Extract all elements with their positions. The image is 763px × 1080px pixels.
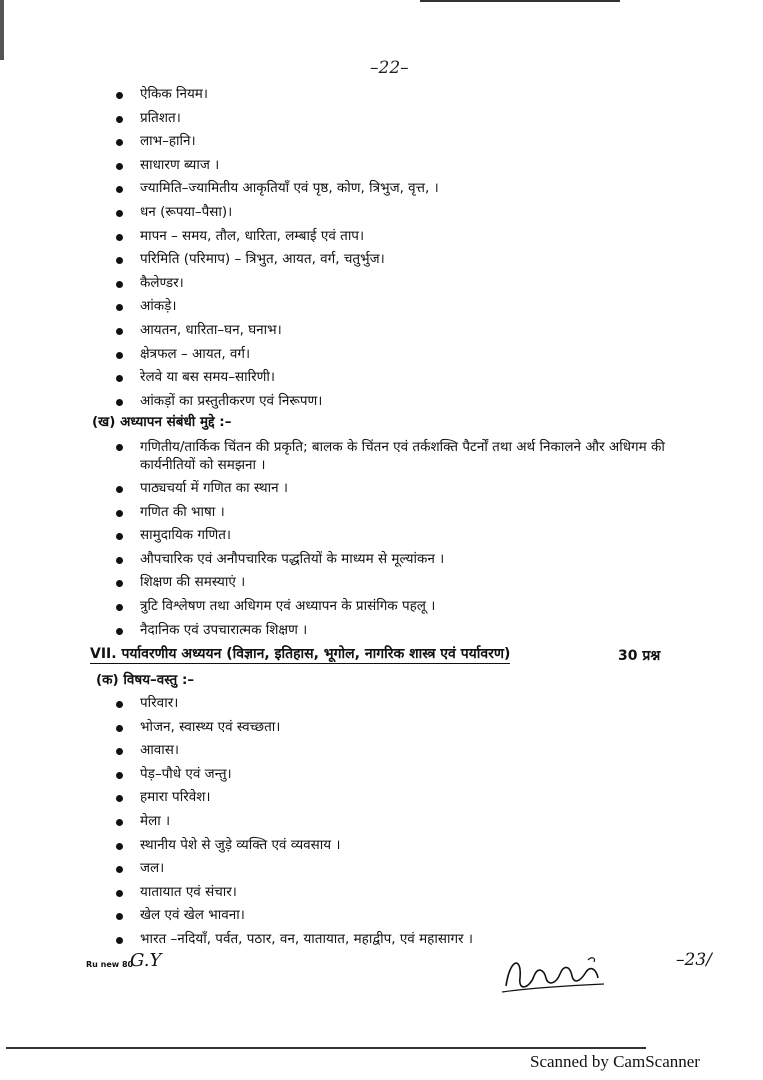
list-item: कैलेण्डर। [114,272,439,296]
list-item: लाभ–हानि। [114,130,439,154]
list-item: भोजन, स्वास्थ्य एवं स्वच्छता। [114,716,473,740]
content-list-b [114,435,694,642]
next-page-mark: –23/ [676,950,712,970]
list-item: गणितीय/तार्किक चिंतन की प्रकृति; बालक के चिंतन एवं तर्कशक्ति पैटर्नों तथा अर्थ निकालने और अधिगम की कार्यनीतियों को समझना । [114,435,694,477]
list-item: भारत –नदियाँ, पर्वत, पठार, वन, यातायात, महाद्वीप, एवं महासागर । [114,928,473,952]
scan-edge-line [420,0,620,2]
content-list-a [114,83,439,413]
scanner-watermark: Scanned by CamScanner [530,1052,700,1071]
list-item: यातायात एवं संचार। [114,881,473,905]
list-item: मापन – समय, तौल, धारिता, लम्बाई एवं ताप। [114,225,439,249]
list-item: औपचारिक एवं अनौपचारिक पद्धतियों के माध्यम से मूल्यांकन । [114,548,694,572]
list-item: ज्यामिति–ज्यामितीय आकृतियाँ एवं पृष्ठ, कोण, त्रिभुज, वृत्त, । [114,177,439,201]
scan-edge-mark [0,0,4,60]
list-item: धन (रूपया–पैसा)। [114,201,439,225]
question-count: 30 प्रश्न [618,648,661,664]
list-item: क्षेत्रफल – आयत, वर्ग। [114,343,439,367]
list-item: रेलवे या बस समय–सारिणी। [114,366,439,390]
list-item: नैदानिक एवं उपचारात्मक शिक्षण । [114,619,694,643]
list-item: आंकड़ों का प्रस्तुतीकरण एवं निरूपण। [114,390,439,414]
list-item: आयतन, धारिता–घन, घनाभ। [114,319,439,343]
footnote-text: Ru new 80 [86,960,134,969]
section-title: VII. पर्यावरणीय अध्ययन (विज्ञान, इतिहास, भूगोल, नागरिक शास्त्र एवं पर्यावरण) [90,646,511,662]
list-item: परिवार। [114,692,473,716]
list-item: हमारा परिवेश। [114,786,473,810]
signature-icon [500,948,610,998]
content-list-c [114,692,473,952]
list-item: आवास। [114,739,473,763]
list-item: पेड़–पौधे एवं जन्तु। [114,763,473,787]
list-item: गणित की भाषा । [114,501,694,525]
list-item: साधारण ब्याज । [114,154,439,178]
subheading-teaching-issues: (ख) अध्यापन संबंधी मुद्दे :– [92,414,232,430]
subheading-subject-content: (क) विषय–वस्तु :– [96,672,195,688]
list-item: प्रतिशत। [114,107,439,131]
section-heading-vii [90,644,670,663]
page-number: –22– [370,58,409,78]
list-item: ऐकिक नियम। [114,83,439,107]
list-item: खेल एवं खेल भावना। [114,904,473,928]
list-item: आंकड़े। [114,295,439,319]
handwritten-initials: G.Y [130,950,162,971]
list-item: स्थानीय पेशे से जुड़े व्यक्ति एवं व्यवसाय । [114,834,473,858]
scan-bottom-line [6,1047,646,1049]
list-item: परिमिति (परिमाप) – त्रिभुत, आयत, वर्ग, चतुर्भुज। [114,248,439,272]
list-item: सामुदायिक गणित। [114,524,694,548]
list-item: मेला । [114,810,473,834]
list-item: शिक्षण की समस्याएं । [114,571,694,595]
list-item: त्रुटि विश्लेषण तथा अधिगम एवं अध्यापन के प्रासंगिक पहलू । [114,595,694,619]
list-item: जल। [114,857,473,881]
list-item: पाठ्यचर्या में गणित का स्थान । [114,477,694,501]
